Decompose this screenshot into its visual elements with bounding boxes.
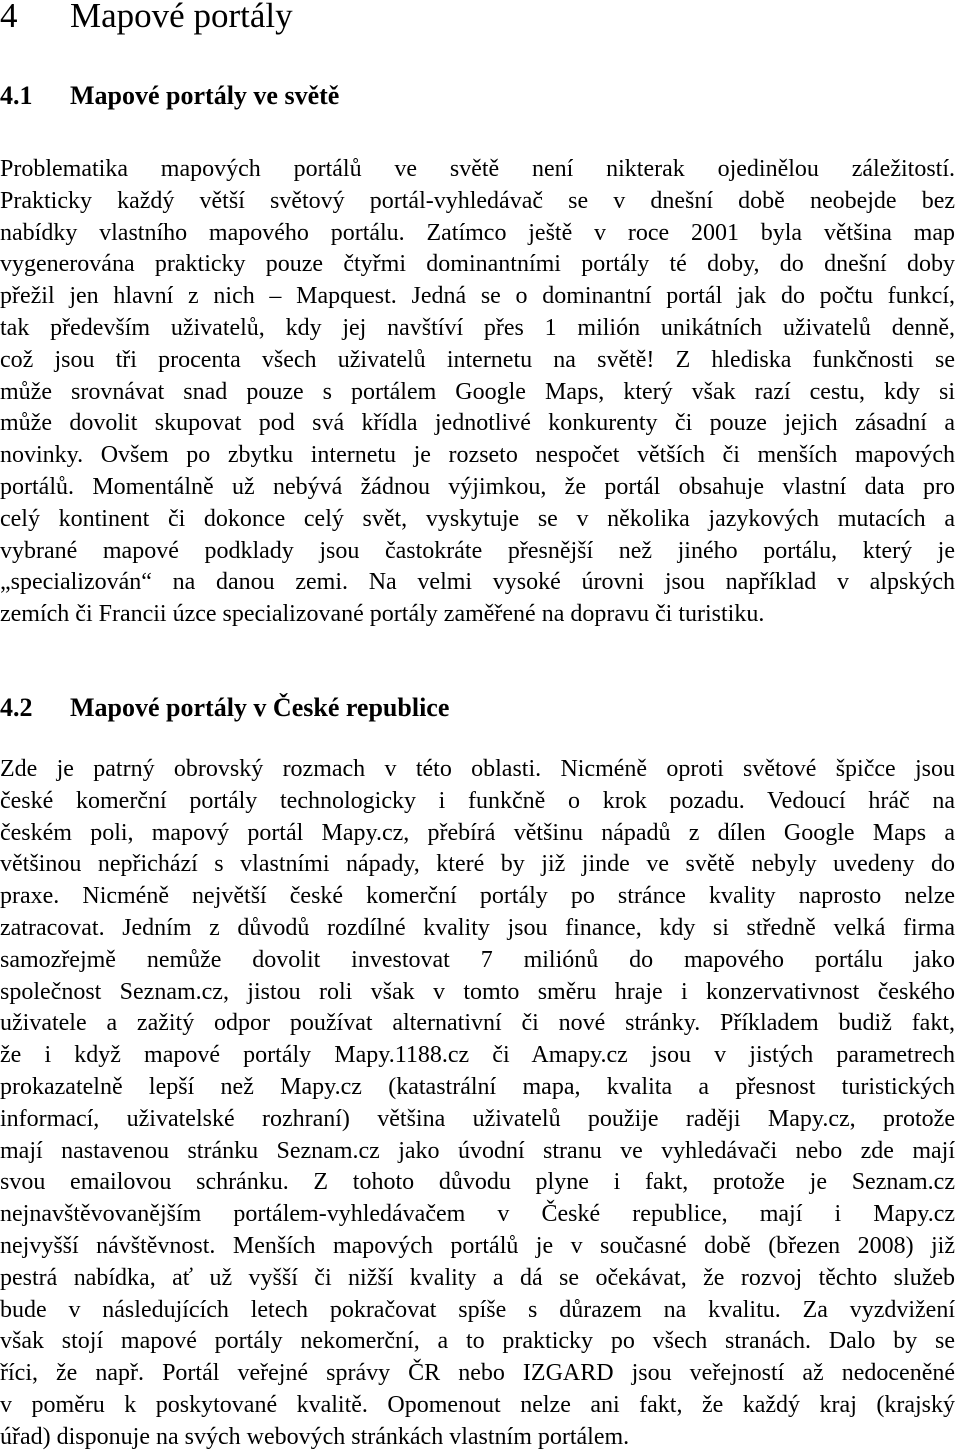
text-line: portálů. Momentálně už nebývá žádnou výjimkou, že portál obsahuje vlastní data pro bbox=[0, 473, 955, 500]
text-line: celý kontinent či dokonce celý svět, vyskytuje se v několika jazykových mutacích a bbox=[0, 505, 955, 532]
chapter-number: 4 bbox=[0, 0, 18, 35]
chapter-title: Mapové portály bbox=[70, 0, 293, 35]
section-heading bbox=[0, 79, 339, 113]
section-heading bbox=[0, 691, 449, 725]
text-line: říci, že např. Portál veřejné správy ČR nebo IZGARD jsou veřejností až nedoceněné bbox=[0, 1360, 955, 1387]
chapter-heading bbox=[0, 0, 293, 38]
section-title: Mapové portály v České republice bbox=[70, 693, 450, 722]
text-line: mají nastavenou stránku Seznam.cz jako úvodní stranu ve vyhledávači nebo zde mají bbox=[0, 1137, 955, 1164]
text-line: nabídky vlastního mapového portálu. Zatímco ještě v roce 2001 byla většina map bbox=[0, 219, 955, 246]
text-line: českém poli, mapový portál Mapy.cz, přebírá většinu nápadů z dílen Google Maps a bbox=[0, 819, 955, 846]
section-paragraph bbox=[0, 754, 955, 1454]
section-title: Mapové portály ve světě bbox=[70, 81, 340, 110]
text-line: české komerční portály technologicky i funkčně o krok pozadu. Vedoucí hráč na bbox=[0, 787, 955, 814]
text-line: „specializován“ na danou zemi. Na velmi vysoké úrovni jsou například v alpských bbox=[0, 569, 955, 596]
text-line: což jsou tři procenta všech uživatelů internetu na světě! Z hlediska funkčnosti se bbox=[0, 346, 955, 373]
text-line: uživatele a zažitý odpor používat alternativní či nové stránky. Příkladem budiž fakt, bbox=[0, 1010, 955, 1037]
text-line: samozřejmě nemůže dovolit investovat 7 miliónů do mapového portálu jako bbox=[0, 946, 955, 973]
text-line: však stojí mapové portály nekomerční, a to prakticky po všech stranách. Dalo by se bbox=[0, 1328, 955, 1355]
text-line: že i když mapové portály Mapy.1188.cz či Amapy.cz jsou v jistých parametrech bbox=[0, 1042, 955, 1069]
text-line: zemích či Francii úzce specializované portály zaměřené na dopravu či turistiku. bbox=[0, 601, 765, 628]
text-line: pestrá nabídka, ať už vyšší či nižší kvality a dá se očekávat, že rozvoj těchto služeb bbox=[0, 1264, 955, 1291]
text-line: úřad) disponuje na svých webových stránkách vlastním portálem. bbox=[0, 1423, 630, 1450]
text-line: může dovolit skupovat pod svá křídla jednotlivé konkurenty či pouze jejich zásadní a bbox=[0, 410, 955, 437]
text-line: může srovnávat snad pouze s portálem Google Maps, který však razí cestu, kdy si bbox=[0, 378, 955, 405]
section-paragraph bbox=[0, 154, 955, 631]
section-number: 4.2 bbox=[0, 693, 33, 722]
text-line: přežil jen hlavní z nich – Mapquest. Jedná se o dominantní portál jak do počtu funkcí, bbox=[0, 283, 955, 310]
text-line: vygenerována prakticky pouze čtyřmi dominantními portály té doby, do dnešní doby bbox=[0, 251, 955, 278]
text-line: v poměru k poskytované kvalitě. Opomenout nelze ani fakt, že každý kraj (krajský bbox=[0, 1391, 955, 1418]
text-line: zatracovat. Jedním z důvodů rozdílné kvality jsou finance, kdy si středně velká firma bbox=[0, 914, 955, 941]
text-line: informací, uživatelské rozhraní) většina uživatelů použije raději Mapy.cz, protože bbox=[0, 1105, 955, 1132]
text-line: většinou nepřichází s vlastními nápady, které by již jinde ve světě nebyly uvedeny do bbox=[0, 851, 955, 878]
text-line: Prakticky každý větší světový portál-vyhledávač se v dnešní době neobejde bez bbox=[0, 187, 955, 214]
text-line: nejvyšší návštěvnost. Menších mapových portálů je v současné době (březen 2008) již bbox=[0, 1232, 955, 1259]
text-line: nejnavštěvovanějším portálem-vyhledávačem v České republice, mají i Mapy.cz bbox=[0, 1201, 955, 1228]
text-line: novinky. Ovšem po zbytku internetu je rozseto nespočet větších či menších mapových bbox=[0, 442, 955, 469]
text-line: svou emailovou schránku. Z tohoto důvodu plyne i fakt, protože je Seznam.cz bbox=[0, 1169, 955, 1196]
text-line: společnost Seznam.cz, jistou roli však v tomto směru hraje i konzervativnost českého bbox=[0, 978, 955, 1005]
text-line: tak především uživatelů, kdy jej navštíví přes 1 milión unikátních uživatelů denně, bbox=[0, 314, 955, 341]
text-line: praxe. Nicméně největší české komerční portály po stránce kvality naprosto nelze bbox=[0, 883, 955, 910]
text-line: Zde je patrný obrovský rozmach v této oblasti. Nicméně oproti světové špičce jsou bbox=[0, 756, 955, 782]
section-number: 4.1 bbox=[0, 81, 33, 110]
text-line: prokazatelně lepší než Mapy.cz (katastrální mapa, kvalita a přesnost turistických bbox=[0, 1073, 955, 1100]
text-line: bude v následujících letech pokračovat spíše s důrazem na kvalitu. Za vyzdvižení bbox=[0, 1296, 955, 1323]
text-line: Problematika mapových portálů ve světě není nikterak ojedinělou záležitostí. bbox=[0, 156, 955, 182]
text-line: vybrané mapové podklady jsou častokráte přesnější než jiného portálu, který je bbox=[0, 537, 955, 564]
